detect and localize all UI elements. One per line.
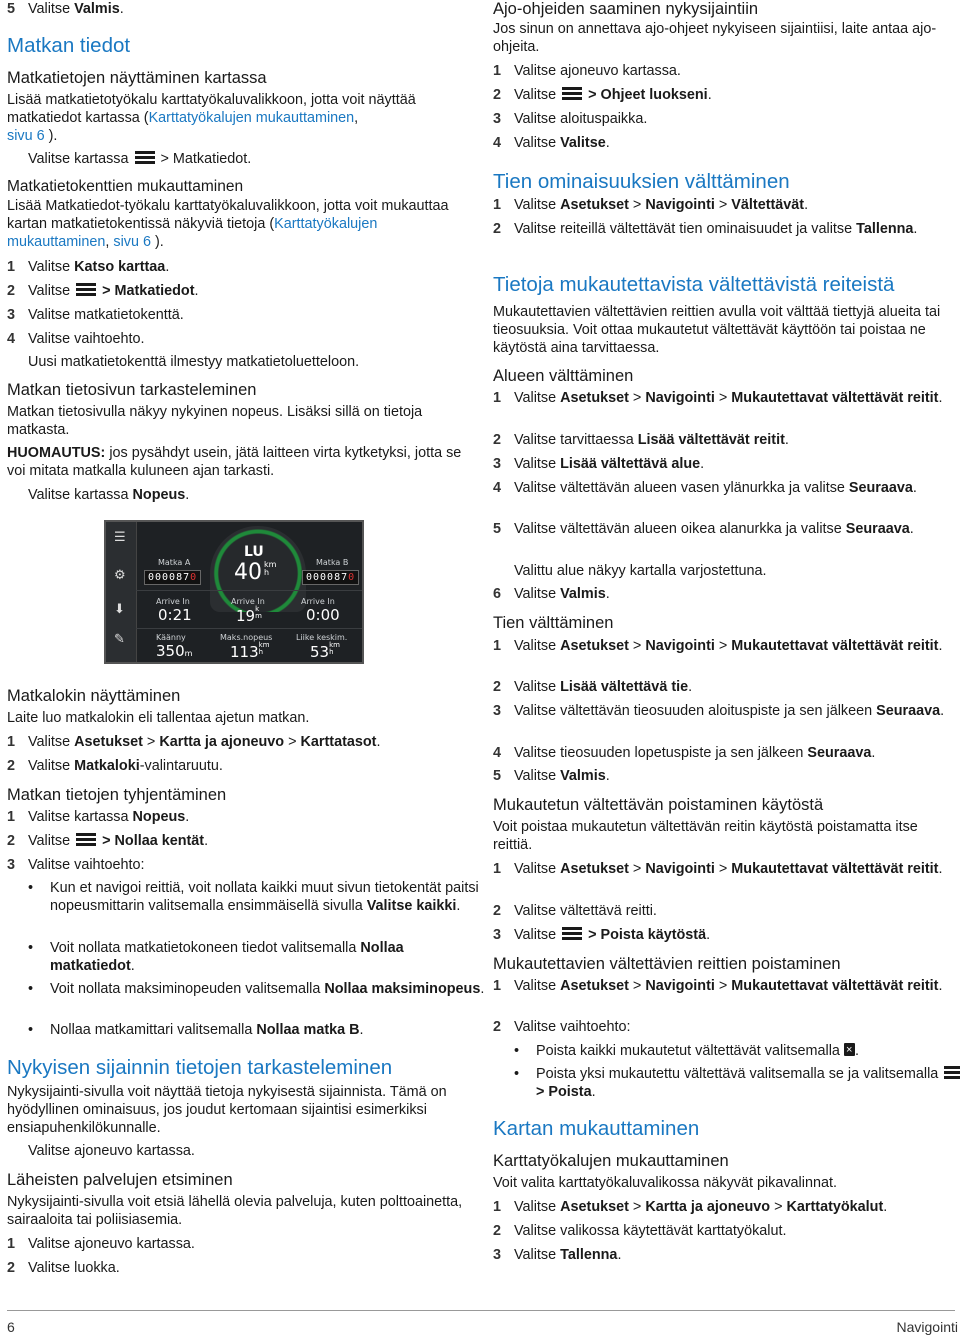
heading-tietoja-mukautettavista: Tietoja mukautettavista vältettävistä reiteistä <box>493 273 895 296</box>
step-4: 4 Valitse vaihtoehto. <box>7 331 145 347</box>
kaanny-label: Käänny <box>156 633 186 642</box>
arrive-in-value-1: 0:21 <box>158 606 192 624</box>
tyhjennys-step-2: 2 Valitse > Nollaa kentät. <box>7 833 209 849</box>
palvelu-step-2: 2 Valitse luokka. <box>7 1260 120 1276</box>
step-2: 2 Valitse > Matkatiedot. <box>7 283 199 299</box>
maks-nopeus-value: 113km h <box>230 641 270 661</box>
ohje-step-3: 3 Valitse aloituspaikka. <box>493 111 648 127</box>
heading-mukautetun-poistaminen-kaytosta: Mukautetun vältettävän poistaminen käytöstä <box>493 796 824 814</box>
link-sivu-6[interactable]: sivu 6 <box>7 128 45 144</box>
alue-step-1: 1 Valitse Asetukset > Navigointi > Mukautettavat vältettävät reitit. <box>493 390 943 406</box>
paragraph-1: Lisää matkatietotyökalu karttatyökaluvalikkoon, jotta voit näyttää matkatiedot kartassa (Karttatyökalujen mukauttaminen, sivu 6 ). <box>7 92 416 144</box>
arrive-in-label-3: Arrive In <box>301 597 335 606</box>
heading-matkalokin-nayttaminen: Matkalokin näyttäminen <box>7 687 181 705</box>
alue-step-3: 3 Valitse Lisää vältettävä alue. <box>493 456 705 472</box>
link-karttatyokalujen-mukauttaminen[interactable]: Karttatyökalujen mukauttaminen <box>148 110 355 126</box>
bullet-4: • Nollaa matkamittari valitsemalla Nollaa matka B. <box>28 1022 364 1038</box>
ohje-step-1: 1 Valitse ajoneuvo kartassa. <box>493 63 681 79</box>
tie-step-4: 4 Valitse tieosuuden lopetuspiste ja sen jälkeen Seuraava. <box>493 745 876 761</box>
poisto-step-1: 1 Valitse Asetukset > Navigointi > Mukautettavat vältettävät reitit. <box>493 861 943 877</box>
arrive-in-label-1: Arrive In <box>156 597 190 606</box>
liike-keskim-value: 53km h <box>310 641 340 661</box>
paragraph-r3: Voit poistaa mukautetun vältettävän reitin käytöstä poistamatta itse reittiä. <box>493 819 918 853</box>
menu-icon <box>944 1066 960 1079</box>
alue-step-6: 6 Valitse Valmis. <box>493 586 610 602</box>
alue-step-5-note: Valittu alue näkyy kartalla varjostettuna. <box>514 563 767 579</box>
trip-b-label: Matka B <box>316 558 349 567</box>
tie-step-2: 2 Valitse Lisää vältettävä tie. <box>493 679 693 695</box>
tyhjennys-step-3: 3 Valitse vaihtoehto: <box>7 857 145 873</box>
matkaloki-step-2: 2 Valitse Matkaloki-valintaruutu. <box>7 758 223 774</box>
paragraph-3: Lisää Matkatiedot-työkalu karttatyökaluvalikkoon, jotta voit mukauttaa kartan matkatietokentissä näkyviä tietoja (Karttatyökalujen mukauttaminen, sivu 6 ). <box>7 198 449 250</box>
trip-b-odometer: 0000870 <box>302 570 359 585</box>
bullet-3: • Voit nollata maksiminopeuden valitsemalla Nollaa maksiminopeus. <box>28 981 485 997</box>
note: HUOMAUTUS: jos pysähdyt usein, jätä laitteen virta kytketyksi, jotta se voi mitata matkalla kuluneen ajan tarkasti. <box>7 445 462 479</box>
step-4-note: Uusi matkatietokenttä ilmestyy matkatietoluetteloon. <box>28 354 360 370</box>
ohje-step-4: 4 Valitse Valitse. <box>493 135 610 151</box>
menu-icon <box>76 833 96 846</box>
paragraph-r4: Voit valita karttatyökaluvalikossa näkyvät pikavalinnat. <box>493 1175 837 1191</box>
heading-matkan-tietojen-tyhjentaminen: Matkan tietojen tyhjentäminen <box>7 786 227 804</box>
alue-step-2: 2 Valitse tarvittaessa Lisää vältettävät reitit. <box>493 432 789 448</box>
heading-karttatyokalujen-mukauttaminen: Karttatyökalujen mukauttaminen <box>493 1152 729 1170</box>
heading-reittien-poistaminen: Mukautettavien vältettävien reittien poistaminen <box>493 955 841 973</box>
speed-limit: LU <box>244 544 264 560</box>
paragraph-4: Matkan tietosivulla näkyy nykyinen nopeus. Lisäksi sillä on tietoja matkasta. <box>7 404 423 438</box>
heading-tien-ominaisuuksien-valttaminen: Tien ominaisuuksien välttäminen <box>493 170 790 193</box>
arrive-in-value-2: 19k m <box>236 605 262 625</box>
heading-nykyisen-sijainnin-tietojen-tarkasteleminen: Nykyisen sijainnin tietojen tarkasteleminen <box>7 1056 393 1079</box>
menu-icon <box>562 87 582 100</box>
wrench-icon: ✎ <box>114 632 125 647</box>
step-5: 5 Valitse Valmis. <box>7 1 124 17</box>
alue-step-4: 4 Valitse vältettävän alueen vasen ylänurkka ja valitse Seuraava. <box>493 480 917 496</box>
reittipoisto-step-2: 2 Valitse vaihtoehto: <box>493 1019 631 1035</box>
paragraph-r2: Mukautettavien vältettävien reittien avulla voit välttää tiettyjä alueita tai tieosuuksia. Voit ottaa mukautetut vältettävät käyttöön tai poistaa ne käytöstä aina tarvittaessa. <box>493 304 941 356</box>
footer-section: Navigointi <box>896 1319 958 1335</box>
paragraph-7: Nykysijainti-sivulla voit näyttää tietoja nykyisestä sijainnista. Tämä on hyödyllinen ominaisuus, jos joudut kertomaan sijaintisi esimerkiksi ensiapuhenkilökunnalle. <box>7 1084 447 1136</box>
screen-sidebar <box>106 522 137 662</box>
settings-icon: ⚙ <box>114 568 126 583</box>
heading-alueen-valttaminen: Alueen välttäminen <box>493 367 634 385</box>
page-number: 6 <box>7 1319 15 1335</box>
liike-keskim-label: Liike keskim. <box>296 633 348 642</box>
kaanny-value: 350m <box>156 642 193 660</box>
paragraph-8: Valitse ajoneuvo kartassa. <box>28 1143 195 1159</box>
bullet-1: • Kun et navigoi reittiä, voit nollata kaikki muut sivun tietokentät paitsi nopeusmittarin valitsemalla ensimmäisellä sivulla Valitse kaikki. <box>28 880 479 914</box>
poisto-step-2: 2 Valitse vältettävä reitti. <box>493 903 657 919</box>
karttatyokalu-step-2: 2 Valitse valikossa käytettävät karttatyökalut. <box>493 1223 787 1239</box>
trip-a-odometer: 0000870 <box>144 570 201 585</box>
arrow-down-icon: ⬇ <box>114 602 125 617</box>
menu-icon <box>562 927 582 940</box>
ohje-step-2: 2 Valitse > Ohjeet luokseni. <box>493 87 712 103</box>
paragraph-r1: Jos sinun on annettava ajo-ohjeet nykyiseen sijaintiisi, laite antaa ajo-ohjeita. <box>493 21 937 55</box>
paragraph-6: Laite luo matkalokin eli tallentaa ajetun matkan. <box>7 710 310 726</box>
trip-a-label: Matka A <box>158 558 191 567</box>
paragraph-9: Nykysijainti-sivulla voit etsiä lähellä olevia palveluja, kuten polttoainetta, sairaaloita tai poliisiasemia. <box>7 1194 463 1228</box>
heading-kartan-mukauttaminen: Kartan mukauttaminen <box>493 1117 700 1140</box>
link-karttatyokalujen-mukauttaminen-2[interactable]: Karttatyökalujen mukauttaminen <box>7 216 378 250</box>
heading-matkatietojen-nayttaminen: Matkatietojen näyttäminen kartassa <box>7 69 267 87</box>
footer-divider <box>7 1310 955 1311</box>
reittipoisto-bullet-1: • Poista kaikki mukautetut vältettävät valitsemalla ×. <box>493 1042 960 1060</box>
heading-laheisten-palvelujen-etsiminen: Läheisten palvelujen etsiminen <box>7 1171 233 1189</box>
reittipoisto-step-1: 1 Valitse Asetukset > Navigointi > Mukautettavat vältettävät reitit. <box>493 978 943 994</box>
tie-step-5: 5 Valitse Valmis. <box>493 768 610 784</box>
heading-matkan-tiedot: Matkan tiedot <box>7 34 131 57</box>
karttatyokalu-step-3: 3 Valitse Tallenna. <box>493 1247 622 1263</box>
tyhjennys-step-1: 1 Valitse kartassa Nopeus. <box>7 809 190 825</box>
matkaloki-step-1: 1 Valitse Asetukset > Kartta ja ajoneuvo > Karttatasot. <box>7 734 381 750</box>
reittipoisto-bullet-2: • Poista yksi mukautettu vältettävä valitsemalla se ja valitsemalla > Poista. <box>493 1065 960 1101</box>
heading-matkan-tietosivun-tarkasteleminen: Matkan tietosivun tarkasteleminen <box>7 381 257 399</box>
ominaisuus-step-2: 2 Valitse reiteillä vältettävät tien ominaisuudet ja valitse Tallenna. <box>493 221 918 237</box>
tie-step-1: 1 Valitse Asetukset > Navigointi > Mukautettavat vältettävät reitit. <box>493 638 943 654</box>
poisto-step-3: 3 Valitse > Poista käytöstä. <box>493 927 711 943</box>
paragraph-5: Valitse kartassa Nopeus. <box>28 487 190 503</box>
palvelu-step-1: 1 Valitse ajoneuvo kartassa. <box>7 1236 195 1252</box>
maks-nopeus-label: Maks.nopeus <box>220 633 273 642</box>
heading-ajo-ohjeiden-saaminen: Ajo-ohjeiden saaminen nykysijaintiin <box>493 0 759 18</box>
menu-icon <box>76 283 96 296</box>
karttatyokalu-step-1: 1 Valitse Asetukset > Kartta ja ajoneuvo > Karttatyökalut. <box>493 1199 888 1215</box>
heading-tien-valttaminen: Tien välttäminen <box>493 614 614 632</box>
tie-step-3: 3 Valitse vältettävän tieosuuden aloituspiste ja sen jälkeen Seuraava. <box>493 703 945 719</box>
bullet-2: • Voit nollata matkatietokoneen tiedot valitsemalla Nollaa matkatiedot. <box>28 940 404 974</box>
arrive-in-label-2: Arrive In <box>231 597 265 606</box>
menu-icon <box>135 151 155 164</box>
menu-icon: ☰ <box>114 530 126 545</box>
trip-info-screenshot <box>104 520 364 664</box>
paragraph-2: Valitse kartassa > Matkatiedot. <box>28 151 252 167</box>
arrive-in-value-3: 0:00 <box>306 606 340 624</box>
trash-icon <box>844 1043 855 1056</box>
step-1: 1 Valitse Katso karttaa. <box>7 259 170 275</box>
step-3: 3 Valitse matkatietokenttä. <box>7 307 184 323</box>
alue-step-5: 5 Valitse vältettävän alueen oikea alanurkka ja valitse Seuraava. <box>493 521 914 537</box>
link-sivu-6-2[interactable]: sivu 6 <box>113 234 151 250</box>
current-speed: 40 km h <box>234 560 277 585</box>
ominaisuus-step-1: 1 Valitse Asetukset > Navigointi > Vältettävät. <box>493 197 809 213</box>
heading-matkatietokenttien-mukauttaminen: Matkatietokenttien mukauttaminen <box>7 178 244 195</box>
